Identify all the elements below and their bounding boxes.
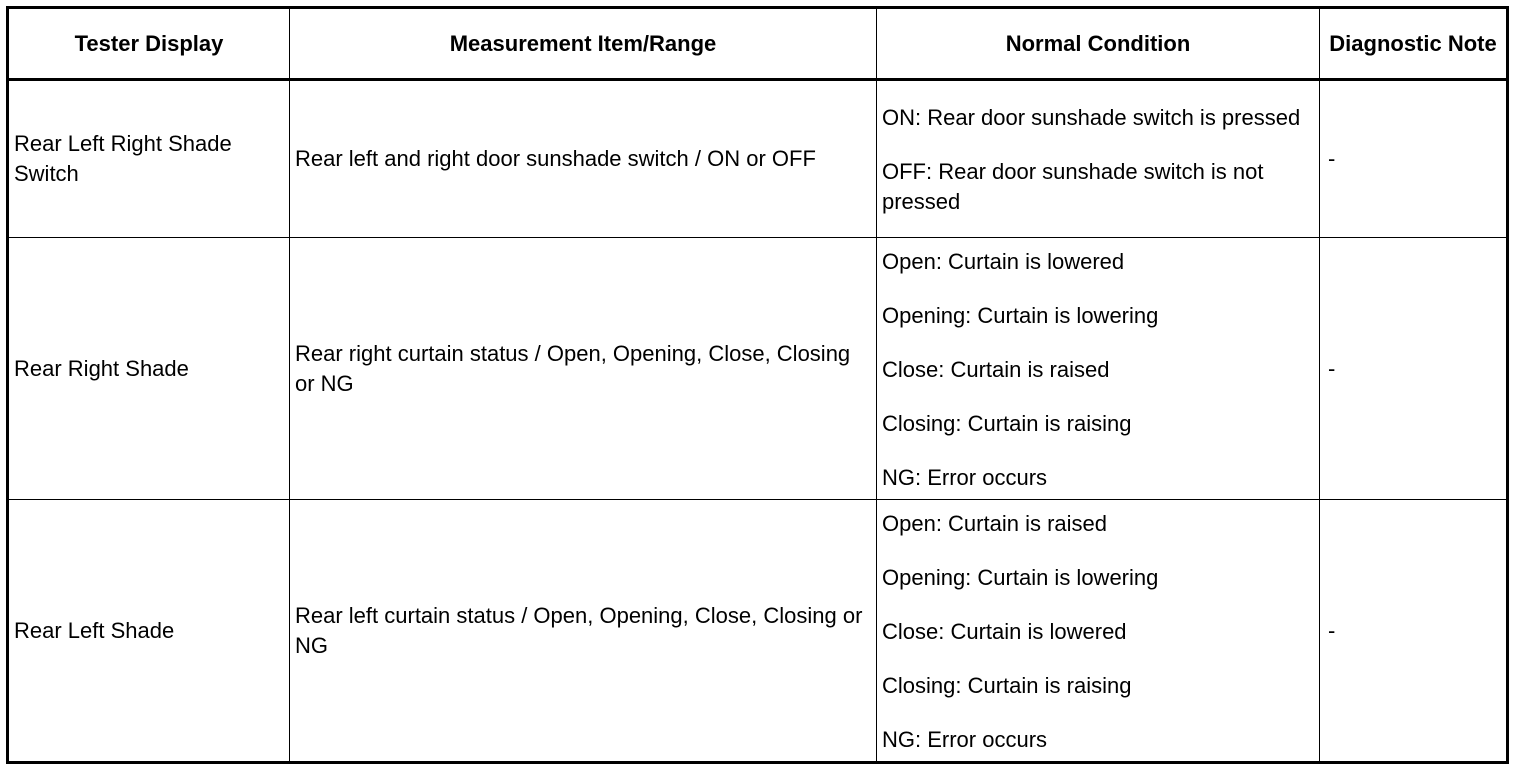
table-row bbox=[8, 500, 1508, 763]
header-row bbox=[8, 8, 1508, 80]
condition-line: Opening: Curtain is lowering bbox=[882, 302, 1159, 328]
tester-display-cell: Rear Left Right Shade Switch bbox=[8, 80, 290, 238]
table-header bbox=[8, 8, 1508, 80]
condition-line: Closing: Curtain is raising bbox=[882, 410, 1132, 436]
normal-condition-cell bbox=[877, 500, 1320, 763]
normal-condition-cell bbox=[877, 80, 1320, 238]
condition-line: NG: Error occurs bbox=[882, 726, 1048, 752]
condition-line: Close: Curtain is raised bbox=[882, 356, 1110, 382]
measurement-cell: Rear left curtain status / Open, Opening, Close, Closing or NG bbox=[290, 500, 877, 763]
tester-display-cell: Rear Left Shade bbox=[8, 500, 290, 763]
condition-line: Open: Curtain is lowered bbox=[882, 248, 1125, 274]
header-diagnostic-note: Diagnostic Note bbox=[1320, 8, 1508, 80]
diagnostic-note-cell: - bbox=[1320, 80, 1508, 238]
diagnostic-note-cell: - bbox=[1320, 238, 1508, 500]
header-measurement-item-range: Measurement Item/Range bbox=[290, 8, 877, 80]
condition-line: Open: Curtain is raised bbox=[882, 510, 1107, 536]
condition-line: OFF: Rear door sunshade switch is not pressed bbox=[882, 159, 1264, 214]
measurement-cell: Rear left and right door sunshade switch / ON or OFF bbox=[290, 80, 877, 238]
measurement-cell: Rear right curtain status / Open, Opening, Close, Closing or NG bbox=[290, 238, 877, 500]
condition-line: NG: Error occurs bbox=[882, 464, 1048, 490]
table-body bbox=[8, 80, 1508, 763]
condition-line: Close: Curtain is lowered bbox=[882, 618, 1127, 644]
header-tester-display: Tester Display bbox=[8, 8, 290, 80]
condition-line: Closing: Curtain is raising bbox=[882, 672, 1132, 698]
condition-line: Opening: Curtain is lowering bbox=[882, 564, 1159, 590]
normal-condition-cell bbox=[877, 238, 1320, 500]
tester-display-cell: Rear Right Shade bbox=[8, 238, 290, 500]
table-row bbox=[8, 80, 1508, 238]
diagnostic-data-table bbox=[6, 6, 1509, 764]
header-normal-condition: Normal Condition bbox=[877, 8, 1320, 80]
diagnostic-note-cell: - bbox=[1320, 500, 1508, 763]
table-row bbox=[8, 238, 1508, 500]
condition-line: ON: Rear door sunshade switch is pressed bbox=[882, 105, 1301, 130]
